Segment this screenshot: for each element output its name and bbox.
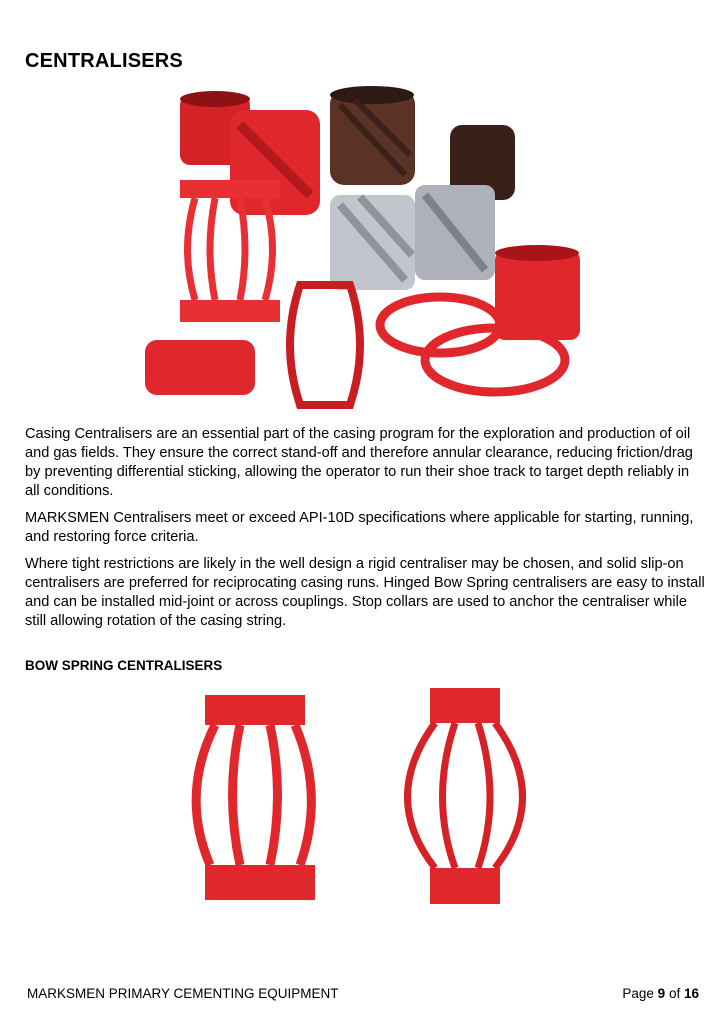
section-heading: BOW SPRING CENTRALISERS bbox=[25, 658, 223, 673]
rigid-centraliser-silver bbox=[330, 185, 495, 290]
body-text bbox=[25, 425, 705, 639]
page-footer bbox=[27, 986, 699, 1001]
centralisers-collage-image bbox=[140, 85, 590, 413]
page-number bbox=[622, 986, 699, 1001]
paragraph: Casing Centralisers are an essential part of the casing program for the exploration and production of oil and gas fields. They ensure the correct stand-off and therefore annular clearance, reducing friction/drag by preventing differential sticking, allowing the operator to run their shoe track to target depth reliably in all conditions. bbox=[25, 426, 693, 499]
page-title: CENTRALISERS bbox=[25, 50, 183, 72]
bow-spring-centraliser bbox=[180, 180, 280, 322]
bow-spring-centraliser-image-right bbox=[390, 688, 545, 906]
page-of-label: of bbox=[668, 986, 681, 1001]
paragraph: Where tight restrictions are likely in the well design a rigid centraliser may be chosen, and solid slip-on centralisers are preferred for reciprocating casing runs. Hinged Bow Spring centralisers are easy to install and can be installed mid-joint or across couplings. Stop collars are used to anchor the centraliser while still allowing rotation of the casing string. bbox=[25, 556, 705, 629]
current-page: 9 bbox=[657, 986, 666, 1001]
rigid-centraliser-brown bbox=[330, 86, 515, 200]
footer-title: MARKSMEN PRIMARY CEMENTING EQUIPMENT bbox=[27, 986, 339, 1001]
bow-spring-centraliser-image-left bbox=[160, 690, 355, 905]
total-pages: 16 bbox=[683, 986, 699, 1001]
page-label: Page bbox=[622, 986, 654, 1001]
paragraph: MARKSMEN Centralisers meet or exceed API-10D specifications where applicable for starting, running, and restoring force criteria. bbox=[25, 510, 694, 545]
